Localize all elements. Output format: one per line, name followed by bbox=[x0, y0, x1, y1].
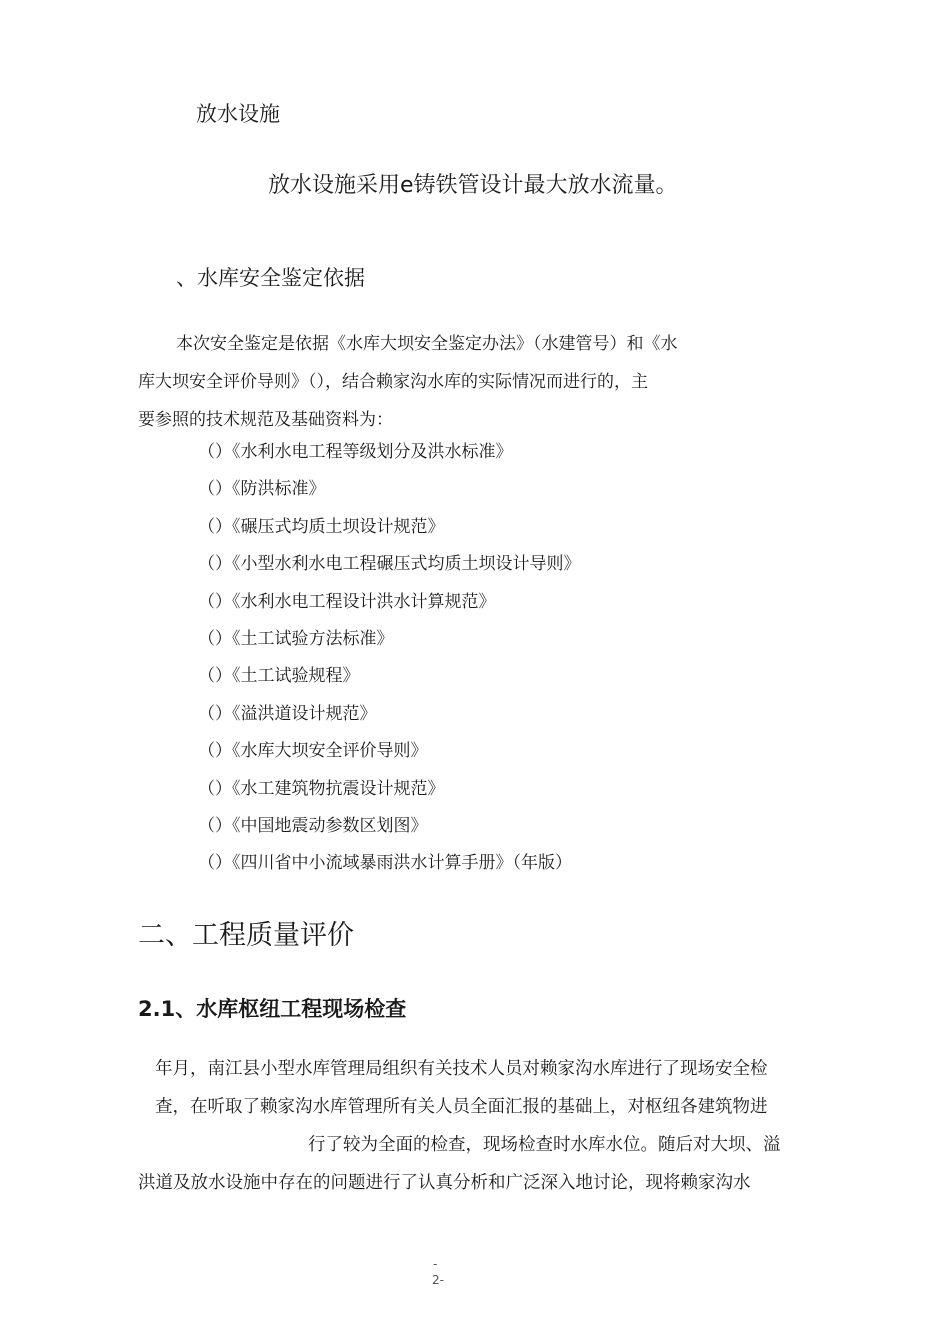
basis-line: 要参照的技术规范及基础资料为： bbox=[138, 410, 393, 430]
section-heading-basis: 、水库安全鉴定依据 bbox=[176, 266, 365, 290]
reference-item: （）《水利水电工程等级划分及洪水标准》 bbox=[198, 442, 513, 462]
reference-item: （）《碾压式均质土坝设计规范》 bbox=[198, 516, 445, 537]
section-heading-outlet: 放水设施 bbox=[196, 102, 280, 126]
reference-item: （）《水工建筑物抗震设计规范》 bbox=[198, 778, 445, 799]
reference-item: （）《防洪标准》 bbox=[198, 479, 326, 500]
subsection-title: 2.1、水库枢纽工程现场检查 bbox=[138, 997, 407, 1021]
chapter-title: 二、工程质量评价 bbox=[138, 920, 354, 951]
reference-item: （）《土工试验规程》 bbox=[198, 666, 360, 687]
reference-item: （）《中国地震动参数区划图》 bbox=[198, 815, 428, 836]
inspection-line: 行了较为全面的检查，现场检查时水库水位。随后对大坝、溢 bbox=[308, 1135, 781, 1155]
reference-item: （）《土工试验方法标准》 bbox=[198, 628, 394, 649]
reference-item: （）《溢洪道设计规范》 bbox=[198, 703, 377, 724]
reference-item: （）《四川省中小流域暴雨洪水计算手册》（年版） bbox=[198, 853, 572, 874]
basis-line: 库大坝安全评价导则》（），结合赖家沟水库的实际情况而进行的，主 bbox=[138, 372, 648, 392]
inspection-line: 洪道及放水设施中存在的问题进行了认真分析和广泛深入地讨论，现将赖家沟水 bbox=[138, 1173, 751, 1193]
outlet-paragraph: 放水设施采用e铸铁管设计最大放水流量。 bbox=[268, 173, 678, 198]
inspection-line: 年月，南江县小型水库管理局组织有关技术人员对赖家沟水库进行了现场安全检 bbox=[155, 1059, 768, 1079]
reference-item: （）《水库大坝安全评价导则》 bbox=[198, 741, 428, 762]
basis-line: 本次安全鉴定是依据《水库大坝安全鉴定办法》（水建管号）和《水 bbox=[176, 334, 678, 354]
footer-dash: - bbox=[433, 1257, 438, 1271]
reference-item: （）《小型水利水电工程碾压式均质土坝设计导则》 bbox=[198, 554, 581, 575]
inspection-line: 查，在听取了赖家沟水库管理所有关人员全面汇报的基础上，对枢纽各建筑物进 bbox=[155, 1097, 768, 1117]
reference-item: （）《水利水电工程设计洪水计算规范》 bbox=[198, 591, 496, 612]
reference-list bbox=[198, 440, 581, 889]
page-number: 2- bbox=[432, 1273, 444, 1287]
